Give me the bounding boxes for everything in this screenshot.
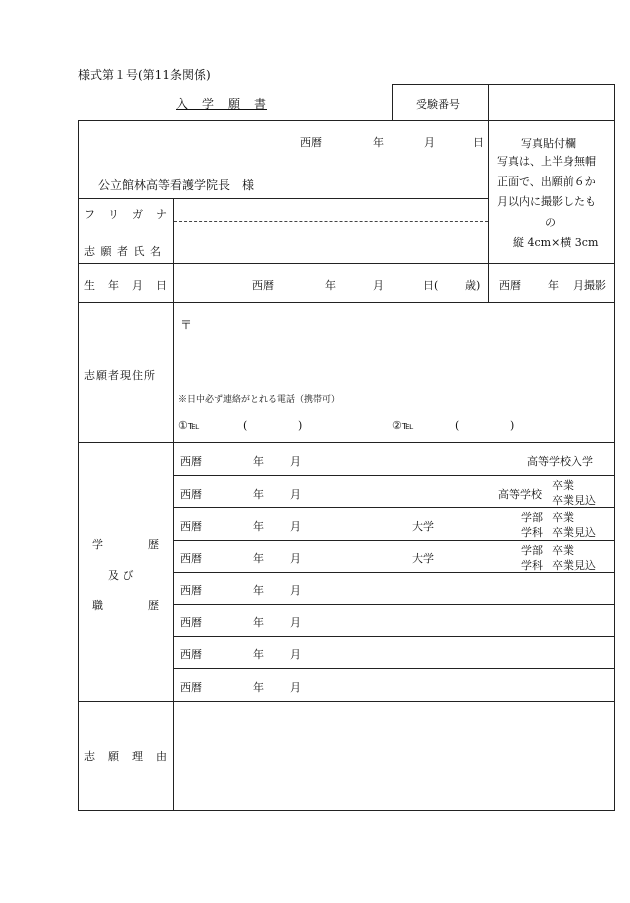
history-month: 月 — [290, 681, 301, 694]
history-month: 月 — [290, 616, 301, 629]
history-month: 月 — [290, 455, 301, 468]
tel2-field[interactable] — [425, 415, 535, 435]
history-era: 西暦 — [180, 552, 202, 565]
history-school: 大学 — [412, 520, 434, 533]
history-month: 月 — [290, 488, 301, 501]
tel1-label: ①℡ — [178, 419, 200, 432]
photo-date-month: 月撮影 — [573, 279, 606, 292]
history-label-5: 歴 — [148, 599, 159, 612]
history-month: 月 — [290, 648, 301, 661]
history-year: 年 — [253, 552, 264, 565]
history-era: 西暦 — [180, 681, 202, 694]
tel2-paren-close: ) — [510, 419, 515, 432]
birth-age: 歳) — [465, 279, 481, 292]
photo-date-era: 西暦 — [499, 279, 521, 292]
birth-day: 日( — [423, 279, 439, 292]
tel1-paren-open: ( — [243, 419, 248, 432]
birth-label: 生 年 月 日 — [84, 279, 168, 292]
date-year: 年 — [373, 136, 384, 149]
reason-field[interactable] — [176, 704, 612, 808]
history-year: 年 — [253, 455, 264, 468]
history-note-a: 卒業 — [552, 479, 574, 492]
reason-label: 志 願 理 由 — [84, 750, 168, 763]
history-year: 年 — [253, 648, 264, 661]
history-note-b: 卒業見込 — [552, 494, 596, 507]
photo-date-year: 年 — [548, 279, 559, 292]
phone-note: ※日中必ず連絡がとれる電話（携帯可） — [178, 395, 341, 405]
history-note: 高等学校入学 — [527, 455, 593, 468]
history-era: 西暦 — [180, 616, 202, 629]
photo-instruction-3: 月以内に撮影したも — [497, 195, 596, 208]
history-era: 西暦 — [180, 584, 202, 597]
history-era: 西暦 — [180, 455, 202, 468]
history-month: 月 — [290, 584, 301, 597]
history-label-2: 歴 — [148, 538, 159, 551]
history-label-4: 職 — [92, 599, 103, 612]
photo-title: 写真貼付欄 — [521, 137, 576, 150]
date-era: 西暦 — [300, 136, 322, 149]
name-field[interactable] — [175, 223, 486, 261]
history-year: 年 — [253, 584, 264, 597]
form-title: 入 学 願 書 — [176, 97, 268, 111]
photo-size: 縦 4cm×横 3cm — [513, 236, 599, 249]
form-number: 様式第１号(第11条関係) — [78, 68, 211, 82]
history-school: 大学 — [412, 552, 434, 565]
history-note-b: 卒業見込 — [552, 526, 596, 539]
history-month: 月 — [290, 552, 301, 565]
name-label: 志 願 者 氏 名 — [84, 245, 162, 258]
address-label: 志願者現住所 — [84, 369, 156, 382]
photo-instruction-2: 正面で、出願前６か — [497, 175, 596, 188]
history-year: 年 — [253, 681, 264, 694]
history-dept-b: 学科 — [521, 526, 543, 539]
address-field[interactable] — [196, 312, 606, 372]
photo-instruction-1: 写真は、上半身無帽 — [497, 155, 596, 168]
birth-month: 月 — [373, 279, 384, 292]
addressee: 公立館林高等看護学院長 様 — [98, 178, 255, 192]
date-day: 日 — [473, 136, 484, 149]
photo-instruction-4: の — [545, 216, 556, 229]
furigana-field[interactable] — [175, 200, 486, 220]
date-month: 月 — [424, 136, 435, 149]
postal-mark: 〒 — [180, 318, 193, 332]
history-note-a: 卒業 — [552, 511, 574, 524]
birth-year: 年 — [325, 279, 336, 292]
history-label-1: 学 — [92, 538, 103, 551]
history-dept-a: 学部 — [521, 511, 543, 524]
tel2-label: ②℡ — [392, 419, 414, 432]
history-school: 高等学校 — [498, 488, 542, 501]
furigana-label: フ リ ガ ナ — [84, 208, 168, 221]
history-month: 月 — [290, 520, 301, 533]
history-year: 年 — [253, 616, 264, 629]
history-era: 西暦 — [180, 488, 202, 501]
exam-number-field[interactable] — [490, 86, 612, 118]
history-dept-a: 学部 — [521, 544, 543, 557]
history-year: 年 — [253, 520, 264, 533]
tel2-paren-open: ( — [455, 419, 460, 432]
history-year: 年 — [253, 488, 264, 501]
exam-number-label: 受験番号 — [416, 98, 460, 111]
history-note-b: 卒業見込 — [552, 559, 596, 572]
birth-era: 西暦 — [252, 279, 274, 292]
history-dept-b: 学科 — [521, 559, 543, 572]
history-note-a: 卒業 — [552, 544, 574, 557]
history-label-3: 及 び — [108, 569, 134, 582]
tel1-field[interactable] — [212, 415, 322, 435]
history-era: 西暦 — [180, 648, 202, 661]
history-era: 西暦 — [180, 520, 202, 533]
tel1-paren-close: ) — [298, 419, 303, 432]
